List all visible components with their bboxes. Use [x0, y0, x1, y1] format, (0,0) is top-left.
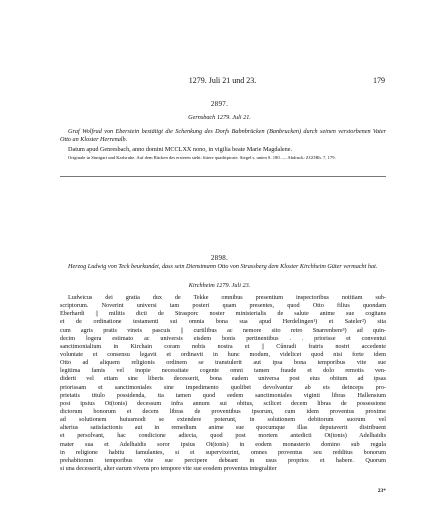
section-divider [60, 176, 386, 177]
running-head [60, 76, 385, 88]
tradition-note-2897: Originale in Stuttgart und Karlsruhe. Auf dem Rücken des ersteren steht: littere quadripicate. Siegel s. unten S. 180. — Abdruck: ZGORh. 7, 179. [68, 155, 336, 160]
text-line: et de ordinatione testamenti sui omnia bona sua apud Herdelingen¹) et Sateler²) sita [60, 318, 386, 326]
text-line: alterius satisfactionis aut in remedium anime sue quocumque illas deputaverit distribuent [60, 424, 386, 432]
text-line: sanctimonialium in Kirchain coram nobis nostra et || Cůnradi fratris nostri accedente [60, 342, 386, 350]
regest-2898: Herzog Ludwig von Teck beurkundet, dass sein Dienstmann Otto von Strassberg dem Kloster Kirchheim Güter vermacht hat. [68, 263, 378, 270]
text-line: Eberhardi || militis dicti de Strasporc noster ministerialis de salute anime sue cogitans [60, 310, 386, 318]
text-line: dictorum bonorum et decem libras de proventibus ipsorum, cum idem proventus proxime [60, 407, 386, 415]
dating-clause-2897: Datum apud Genresbach, anno domini MCCLXX nono, in vigilia beate Marie Magdalene. [68, 146, 293, 153]
text-line: legitima famis vel inopie necessitate cogente omni tamen fraude et dolo remotis ven- [60, 367, 386, 375]
text-line: voluntate et consensu legavit et ordinavit in hunc modum, videlicet quod nisi forte idem [60, 350, 386, 358]
text-line: ad solutionem huiusmodi se extendere poterunt, in solutionem debitorum suorum vel [60, 416, 386, 424]
text-line: diderit vel etiam sine liberis decesserit, bona eadem universa post eius obitum ad ipsas [60, 375, 386, 383]
text-line: priorissam et sanctimoniales sine impedimento quolibet devolvantur ab eis deinceps pro- [60, 383, 386, 391]
text-line: si una decesserit, alter earum vivens pro tempore vite sue eosdem proventus integraliter [60, 464, 277, 472]
sheet-signature-mark: 23* [377, 488, 386, 494]
text-line: decim logera estimato ac universis eisdem bonis pertinentibus . . priorisse et conventui [60, 334, 386, 342]
charter-text-2898 [60, 294, 386, 473]
text-line: Ludwicus dei gratia dux de Tekke omnibus presentium inspectoribus notitiam sub- [68, 294, 386, 301]
running-head-title: 1279. Juli 21 und 23. [188, 76, 257, 85]
text-line: prietatis titulo possidenda, ita tamen quod eedem sanctimoniales viginti libras Hallensium [60, 391, 386, 399]
text-line: cum agris pratis vineis pascuis || curtilibus ac nemore sito retro Snarrenbere³) ad quin- [60, 326, 386, 334]
text-line: prehabitorum temporibus vite sue percipere debeant in usus proprios et habere. Quorum [60, 456, 386, 464]
regest-2897: Graf Wolfrad von Eberstein bestätigt die Schenkung des Dorfs Babnbrücken (Banbrucken) durch seinen verstorbenen Vater Otto an Kloster Herrenalb. [60, 128, 386, 143]
charter-number-2898: 2898. [210, 254, 229, 262]
page-number: 179 [373, 76, 385, 85]
text-line: mater sua et Adelhaidis soror ipsius Ot(tonis) in eodem monasterio domino sub regula [60, 440, 386, 448]
text-line: et persolvant, hac condicione adiecta, quod post mortem antedicti Ot(tonis) Adelhaidis [60, 432, 386, 440]
place-date-2897: Gernsbach 1279. Juli 21. [188, 114, 251, 121]
text-line: in religione habitu famulantes, si ei supervixerint, omnes proventus seu redditus bonorum [60, 448, 386, 456]
charter-number-2897: 2897. [210, 100, 229, 108]
text-line: scriptorum. Noverint universi tam posteri quam presentes, quod Otto filius quondam [60, 302, 386, 310]
place-date-2898: Kirchheim 1279. Juli 23. [188, 282, 251, 289]
text-line: post ipsius Ot(tonis) decessum infra annum sui obitus, scilicet decem libras de possessione [60, 399, 386, 407]
text-line: Otto ad aliquem religionis ordinem se transtulerit aut ipsa bona temporibus vite sue [60, 359, 386, 367]
